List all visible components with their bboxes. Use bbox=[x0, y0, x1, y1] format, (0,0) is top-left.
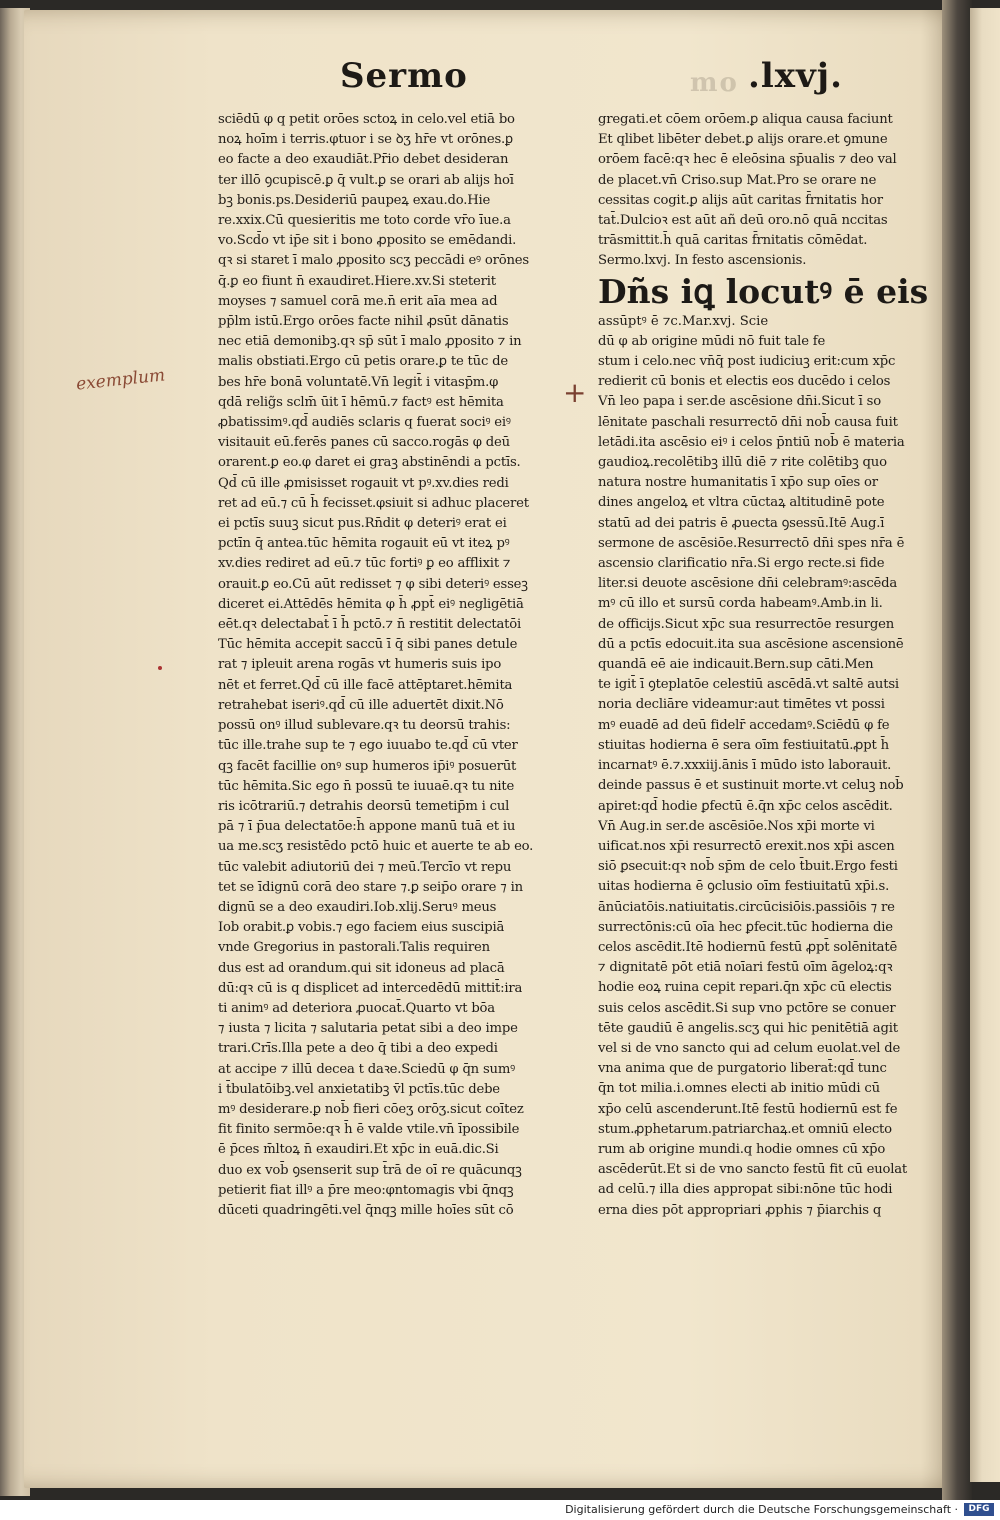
marginal-cross-mark: + bbox=[563, 376, 587, 409]
text-line: vel si de vno sancto qui ad celum euolat.vel de bbox=[598, 1040, 901, 1056]
text-line: qꝛ si staret ī malo ꝓposito scʒ peccādi eꝰ orōnes bbox=[218, 253, 529, 269]
text-line: petierit fiat illꝰ a p̄re meo:φntomagis vbi q̄nqꝫ bbox=[218, 1182, 514, 1198]
text-line: fit finito sermōe:qꝛ h̄ ē valde vtile.vn̄ īpossibile bbox=[218, 1122, 520, 1138]
text-line: orōem facē:qꝛ hec ē eleōsina sp̄ualis ⁊ deo val bbox=[598, 152, 897, 168]
text-line: bꝫ bonis.ps.Desideriū paupeꝝ exau.do.Hie bbox=[218, 192, 491, 208]
text-line: dūceti quadringēti.vel q̄nqꝫ mille hoīes sūt cō bbox=[218, 1202, 514, 1218]
ink-dot bbox=[158, 666, 162, 670]
text-line: diceret ei.Attēdēs hēmita φ h̄ ꝓpt̄ eiꝰ negligētiā bbox=[218, 596, 524, 612]
text-line: possū onꝰ illud sublevare.qꝛ tu deorsū trahis: bbox=[218, 718, 511, 734]
text-line: xv.dies rediret ad eū.⁊ tūc fortiꝰ ꝑ eo afflixit ⁊ bbox=[218, 556, 511, 572]
text-line: retrahebat iseriꝰ.qd̄ cū ille aduertēt dixit.Nō bbox=[218, 697, 504, 713]
text-line: dū:qꝛ cū is q displicet ad intercedēdū mittit̄:ira bbox=[218, 980, 523, 996]
text-line: orauit.ꝑ eo.Cū aūt redisset ⁊ φ sibi deteriꝰ esseꝫ bbox=[218, 576, 528, 592]
text-line: deinde passus ē et sustinuit morte.vt celuꝫ nob̄ bbox=[598, 778, 904, 794]
running-header-right: .lxvj. bbox=[748, 56, 843, 96]
text-line: nec etiā demonibꝫ.qꝛ sp̄ sūt ī malo ꝓposito ⁊ in bbox=[218, 334, 522, 350]
text-line: ascensio clarificatio nr̄a.Si ergo recte.si fide bbox=[598, 556, 885, 572]
text-line: moyses ⁊ samuel corā me.n̄ erit aīa mea ad bbox=[218, 293, 498, 309]
text-line: Et qlibet libēter debet.ꝑ alijs orare.et ꝯmune bbox=[598, 132, 888, 148]
text-line: eo facte a deo exaudiāt.Pr̄io debet desideran bbox=[218, 152, 509, 168]
text-line: i t̄bulatōibꝫ.vel anxietatibꝫ v̄l pctīs.tūc debe bbox=[218, 1081, 500, 1097]
text-line: tūc valebit adiutoriū dei ⁊ meū.Tercīo vt repu bbox=[218, 859, 512, 875]
text-line: nēt et ferret.Qd̄ cū ille facē attēptaret.hēmita bbox=[218, 677, 513, 693]
text-line: rum ab origine mundi.q hodie omnes cū xp̄o bbox=[598, 1141, 886, 1157]
text-line: stiuitas hodierna ē sera oīm festiuitatū.ꝓpt h̄ bbox=[598, 737, 889, 753]
text-line: cessitas cogit.ꝑ alijs aūt caritas f̄rnitatis hor bbox=[598, 192, 883, 208]
text-line: ei pctīs suuꝫ sicut pus.Rn̄dit φ deteriꝰ erat ei bbox=[218, 516, 507, 532]
text-line: Vn̄ Aug.in ser.de ascēsiōe.Nos xp̄i morte vi bbox=[598, 818, 875, 834]
running-header-left: Sermo bbox=[340, 56, 468, 96]
text-line: rat ⁊ ipleuit arena rogās vt humeris suis ipo bbox=[218, 657, 502, 673]
text-line: statū ad dei patris ē ꝓuecta ꝯsessū.Itē Aug.ī bbox=[598, 515, 885, 531]
text-line: tat̄.Dulcioꝛ est aūt añ deū oro.nō quā nccitas bbox=[598, 213, 888, 229]
text-column-left bbox=[218, 110, 570, 1221]
text-line: ad celū.⁊ illa dies appropat sibi:nōne tūc hodi bbox=[598, 1182, 893, 1198]
text-line: dū a pctīs edocuit.ita sua ascēsione ascensionē bbox=[598, 636, 904, 652]
text-line: Tūc hēmita accepit saccū ī q̄ sibi panes detule bbox=[218, 637, 518, 653]
text-line: dignū se a deo exaudiri.Iob.xlij.Seruꝰ meus bbox=[218, 899, 497, 915]
text-line: q̄n tot milia.i.omnes electi ab initio mūdi cū bbox=[598, 1081, 880, 1097]
text-line: incarnatꝰ ē.⁊.xxxiij.ānis ī mūdo isto laborauit. bbox=[598, 758, 892, 774]
text-line: qꝫ facēt facillie onꝰ sup humeros ip̄iꝰ posuerūt bbox=[218, 758, 517, 774]
show-through-text: mo bbox=[690, 68, 739, 98]
text-line: stum.ꝓphetarum.patriarchaꝝ.et omniū electo bbox=[598, 1121, 892, 1137]
text-line: mꝰ euadē ad deū fidelr̄ accedamꝰ.Sciēdū φ fe bbox=[598, 717, 890, 733]
text-column-right-top bbox=[598, 110, 934, 272]
text-line: stum i celo.nec vn̄q̄ post iudiciuꝫ erit:cum xp̄c bbox=[598, 354, 896, 370]
text-line: noꝝ hoīm i terris.φtuor i se ꝺʒ hr̄e vt orōnes.ꝑ bbox=[218, 132, 513, 148]
text-line: quandā eē aie indicauit.Bern.sup cāti.Men bbox=[598, 657, 874, 673]
text-line: tet se īdignū corā deo stare ⁊.ꝑ seip̄o orare ⁊ in bbox=[218, 879, 523, 895]
text-line: duo ex vob̄ ꝯsenserit sup t̄rā de oī re quācunqꝫ bbox=[218, 1162, 522, 1178]
text-line: bes hr̄e bonā voluntatē.Vn̄ legit̄ i vitasp̄m.φ bbox=[218, 374, 499, 390]
text-line: uitas hodierna ē ꝯclusio oīm festiuitatū xp̄i.s. bbox=[598, 879, 890, 895]
text-line: Vn̄ leo papa i ser.de ascēsione dn̄i.Sicut ī so bbox=[598, 394, 881, 410]
text-line: pā ⁊ ī p̄ua delectatōe:h̄ appone manū tuā et iu bbox=[218, 819, 516, 835]
footer-bar bbox=[0, 1500, 1000, 1520]
text-line: lēnitate paschali resurrectō dn̄i nob̄ causa fuit bbox=[598, 414, 898, 430]
sermon-heading: Dñs iꝗ locutꝰ ē eis bbox=[598, 271, 929, 311]
text-line: re.xxix.Cū quesieritis me toto corde vr̄o īue.a bbox=[218, 213, 511, 229]
text-line: orarent.ꝑ eo.φ daret ei graꝫ abstinēndi a pctīs. bbox=[218, 455, 521, 471]
text-line: celos ascēdit.Itē hodiernū festū ꝓpt̄ solēnitatē bbox=[598, 939, 898, 955]
text-column-right bbox=[598, 110, 934, 1221]
text-line: ti animꝰ ad deteriora ꝓuocat̄.Quarto vt bōa bbox=[218, 1000, 495, 1016]
text-line: gregati.et cōem orōem.ꝑ aliqua causa faciunt bbox=[598, 112, 893, 127]
facing-page-edge bbox=[970, 8, 1000, 1482]
text-line: ret ad eū.⁊ cū h̄ fecisset.φsiuit si adhuc placeret bbox=[218, 495, 529, 511]
text-line: trāsmittit.h̄ quā caritas f̄rnitatis cōmēdat. bbox=[598, 233, 868, 249]
text-line: suis celos ascēdit.Si sup vno pctōre se conuer bbox=[598, 1000, 896, 1016]
text-line: tēte gaudiū ē angelis.scʒ qui hic penitētiā agit bbox=[598, 1020, 898, 1036]
text-line: ⁊ iusta ⁊ licita ⁊ salutaria petat sibi a deo impe bbox=[218, 1021, 518, 1037]
text-line: surrectōnis:cū oīa hec ꝑfecit.tūc hodierna die bbox=[598, 919, 893, 935]
text-line: siō ꝑsecuit:qꝛ nob̄ sp̄m de celo t̄buit.Ergo festi bbox=[598, 859, 898, 875]
text-line: uificat.nos xp̄i resurrectō erexit.nos xp̄i ascen bbox=[598, 838, 895, 854]
text-line: apiret:qd̄ hodie ꝑfectū ē.q̄n xp̄c celos ascēdit. bbox=[598, 798, 893, 814]
text-line: ua me.scʒ resistēdo pctō huic et auerte te ab eo. bbox=[218, 839, 534, 855]
text-line: ꝓbatissimꝰ.qd̄ audiēs sclaris q fuerat sociꝰ eiꝰ bbox=[218, 415, 511, 431]
text-line: letādi.ita ascēsio eiꝰ i celos p̄ntiū nob̄ ē materia bbox=[598, 434, 905, 450]
text-line: pp̄lm istū.Ergo orōes facte nihil ꝓsūt dānatis bbox=[218, 314, 509, 330]
text-line: qdā relig̃s sclm̄ ūit ī hēmū.⁊ factꝰ est hēmita bbox=[218, 394, 504, 410]
book-gutter bbox=[942, 0, 972, 1500]
text-column-right-body bbox=[598, 332, 934, 1221]
text-line: erna dies pōt appropriari ꝓphis ⁊ p̄iarchis q bbox=[598, 1202, 882, 1218]
text-line: pctīn q̄ antea.tūc hēmita rogauit eū vt iteꝝ pꝰ bbox=[218, 536, 510, 552]
text-line: de placet.vn̄ Criso.sup Mat.Pro se orare ne bbox=[598, 172, 877, 188]
text-line: dines angeloꝝ et vltra cūctaꝝ altitudinē pote bbox=[598, 495, 885, 511]
text-line: eēt.qꝛ delectabat̄ ī h̄ pctō.⁊ n̄ restitit delectatōi bbox=[218, 617, 522, 633]
text-line: ē p̄ces m̄ltoꝝ n̄ exaudiri.Et xp̄c in euā.dic.Si bbox=[218, 1142, 499, 1158]
text-line: mꝰ desiderare.ꝑ nob̄ fieri cōeʒ orōʒ.sicut coītez bbox=[218, 1101, 524, 1117]
text-line: q̄.ꝑ eo fiunt n̄ exaudiret.Hiere.xv.Si steterit bbox=[218, 273, 496, 289]
footer-credit: Digitalisierung gefördert durch die Deutsche Forschungsgemeinschaft · bbox=[565, 1503, 958, 1516]
dfg-logo: DFG bbox=[964, 1503, 994, 1516]
text-line: ānūciatōis.natiuitatis.circūcisiōis.passiōis ⁊ re bbox=[598, 899, 895, 915]
text-line: ter illō ꝯcupiscē.ꝑ q̄ vult.ꝑ se orari ab alijs hoī bbox=[218, 172, 514, 188]
text-line: tūc hēmita.Sic ego n̄ possū te iuuaē.qꝛ tu nite bbox=[218, 778, 515, 794]
text-line: gaudioꝝ.recolētibꝫ illū diē ⁊ rite colētibꝫ quo bbox=[598, 455, 887, 471]
text-line: ⁊ dignitatē pōt etiā noīari festū oīm āgeloꝝ:qꝛ bbox=[598, 960, 893, 976]
text-line: sermone de ascēsiōe.Resurrectō dn̄i spes nr̄a ē bbox=[598, 535, 905, 551]
text-line: vo.Scd̄o vt ip̄e sit i bono ꝓposito se emēdandi. bbox=[218, 233, 517, 249]
text-line: natura nostre humanitatis ī xp̄o sup oīes or bbox=[598, 475, 878, 491]
text-line: dus est ad orandum.qui sit idoneus ad placā bbox=[218, 960, 505, 976]
marginal-annotation: exemplum bbox=[75, 365, 167, 395]
text-line: sciēdū φ q petit orōes sctoꝝ in celo.vel etiā bo bbox=[218, 112, 515, 127]
text-line: at accipe ⁊ illū decea t daꝛe.Sciedū φ q̄n sumꝰ bbox=[218, 1061, 515, 1077]
text-line: noria decliāre videamur:aut timētes vt possi bbox=[598, 697, 885, 713]
text-line: xp̄o celū ascenderunt.Itē festū hodiernū est fe bbox=[598, 1101, 898, 1117]
text-line: mꝰ cū illo et sursū corda habeamꝰ.Amb.in li. bbox=[598, 596, 883, 612]
text-line: visitauit eū.ferēs panes cū sacco.rogās φ deū bbox=[218, 435, 510, 451]
text-line: de officijs.Sicut xp̄c sua resurrectōe resurgen bbox=[598, 616, 895, 632]
text-line: Iob orabit.ꝑ vobis.⁊ ego faciem eius suscipiā bbox=[218, 920, 505, 936]
text-line: liter.si deuote ascēsione dn̄i celebramꝰ:ascēda bbox=[598, 576, 898, 592]
sermon-heading-caption: assūptꝰ ē ⁊c.Mar.xvj. Scie bbox=[598, 313, 769, 329]
text-line: Sermo.lxvj. In festo ascensionis. bbox=[598, 253, 807, 269]
text-line: tūc ille.trahe sup te ⁊ ego iuuabo te.qd̄ cū vter bbox=[218, 738, 518, 754]
text-line: vnde Gregorius in pastorali.Talis requiren bbox=[218, 940, 490, 956]
text-line: ris icōtrariū.⁊ detrahis deorsū temetip̄m i cul bbox=[218, 798, 510, 814]
text-line: Qd̄ cū ille ꝓmisisset rogauit vt pꝰ.xv.dies redi bbox=[218, 475, 509, 491]
text-line: te igit̄ ī ꝯteplatōe celestiū ascēdā.vt saltē autsi bbox=[598, 677, 899, 693]
text-line: vna anima que de purgatorio liberat̄:qd̄ tunc bbox=[598, 1061, 887, 1077]
text-line: trari.Crīs.Illa pete a deo q̄ tibi a deo expedi bbox=[218, 1041, 498, 1057]
text-line: ascēderūt.Et si de vno sancto festū fit cū euolat bbox=[598, 1162, 908, 1178]
text-line: dū φ ab origine mūdi nō fuit tale fe bbox=[598, 333, 826, 349]
text-line: malis obstiati.Ergo cū petis orare.ꝑ te tūc de bbox=[218, 354, 508, 370]
text-line: hodie eoꝝ ruina cepit repari.q̄n xp̄c cū electis bbox=[598, 980, 892, 996]
text-line: redierit cū bonis et electis eos ducēdo i celos bbox=[598, 374, 891, 390]
